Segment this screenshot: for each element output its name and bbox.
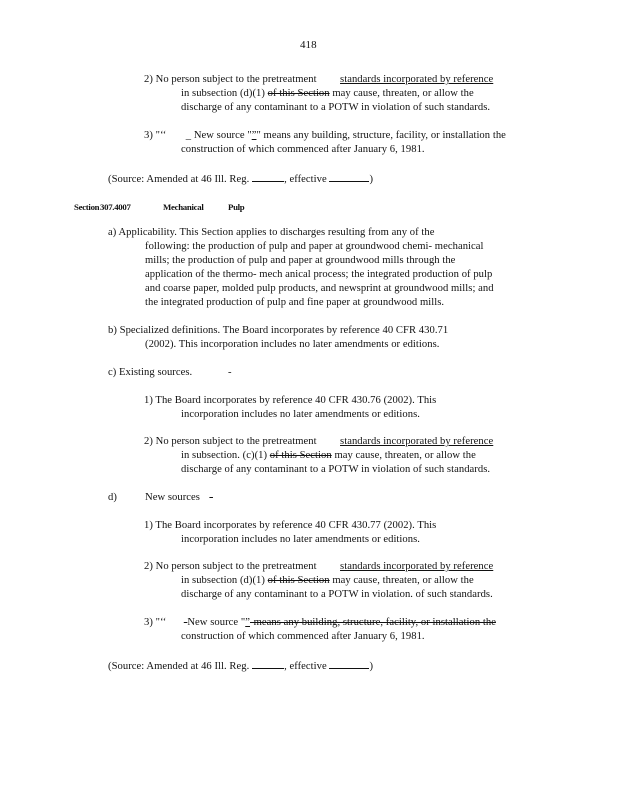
section-label: Section [74,202,100,212]
c-item2-line1-a: 2) No person subject to the pretreatment [144,436,317,447]
page-number: 418 [300,39,317,51]
a-line6: the integrated production of pulp and fine paper at groundwood mills. [145,297,445,308]
top-item3-line1-ins: ” [251,130,257,141]
top-source-a: (Source: Amended at 46 Ill. Reg. [108,174,250,185]
top-item2-line2-b: may cause, threaten, or allow the [332,88,474,99]
d-item3-line1-ins: ” [245,617,250,628]
d-item3-line1-strike: - [183,617,188,628]
section-title-a: Mechanical [163,202,204,212]
bottom-source-line [108,658,373,674]
d-item2-line1-b: standards incorporated by reference [340,561,494,572]
d-item2-line1 [144,560,493,574]
top-item3-line1-c: " means any building, structure, facility, or installation the [256,130,506,141]
d-label: d) [108,492,117,503]
top-item2-line2-strike: of this Section [267,88,330,99]
top-item3-line1-b: _ New source " [185,130,252,141]
top-item2-line1-b: standards incorporated by reference [340,74,494,85]
c-heading-mark: - [228,367,232,378]
section-number: 307.4007 [100,202,131,212]
c-item2-line2-b: may cause, threaten, or allow the [334,450,476,461]
c-item2-line2-a: in subsection. (c)(1) [181,450,268,461]
d-item1-line2: incorporation includes no later amendments or editions. [181,534,420,545]
bottom-source-reg-blank [252,658,284,669]
top-item2-line3: discharge of any contaminant to a POTW in violation of such standards. [181,102,491,113]
b-line2: (2002). This incorporation includes no later amendments or editions. [145,339,440,350]
top-item3-line1-a: 3) "‘‘ [144,130,167,141]
d-item2-line2-a: in subsection (d)(1) [181,575,265,586]
d-item1-line1: 1) The Board incorporates by reference 40 CFR 430.77 (2002). This [144,520,437,531]
top-source-b: , effective [284,174,327,185]
d-item3-line1 [144,616,496,630]
top-source-reg-blank [252,171,284,182]
d-item2-line2-strike: of this Section [267,575,330,586]
d-heading-text: New sources [145,492,200,503]
a-line5: and coarse paper, molded pulp products, and newsprint at groundwood mills; and [145,283,494,294]
top-source-c: ) [369,174,374,185]
top-item3-line2: construction of which commenced after January 6, 1981. [181,144,425,155]
d-item2-line1-a: 2) No person subject to the pretreatment [144,561,317,572]
top-source-effective-blank [329,171,369,182]
a-line1: a) Applicability. This Section applies to discharges resulting from any of the [108,227,435,238]
d-item2-line3: discharge of any contaminant to a POTW in violation. of such standards. [181,589,493,600]
d-item3-line1-c: -means any building, structure, facility, or installation the [250,617,496,628]
c-item2-line3: discharge of any contaminant to a POTW in violation of such standards. [181,464,491,475]
d-item2-line2-b: may cause, threaten, or allow the [332,575,474,586]
bottom-source-b: , effective [284,661,327,672]
top-item3-line1 [144,129,506,143]
d-heading-mark: - [209,492,213,503]
d-item3-line1-a: 3) "‘‘ [144,617,167,628]
d-item2-line2 [181,574,474,588]
d-heading [145,491,213,505]
b-line1: b) Specialized definitions. The Board incorporates by reference 40 CFR 430.71 [108,325,449,336]
d-item3-line2: construction of which commenced after January 6, 1981. [181,631,425,642]
c-item1-line2: incorporation includes no later amendments or editions. [181,409,420,420]
c-item2-line2-strike: of this Section [269,450,332,461]
c-item2-line1-b: standards incorporated by reference [340,436,494,447]
c-heading: c) Existing sources. [108,367,193,378]
a-line2: following: the production of pulp and paper at groundwood chemi- mechanical [145,241,484,252]
c-item2-line2 [181,449,476,463]
top-item2-line2 [181,87,474,101]
c-item1-line1: 1) The Board incorporates by reference 40 CFR 430.76 (2002). This [144,395,437,406]
bottom-source-effective-blank [329,658,369,669]
a-line4: application of the thermo- mech anical process; the integrated production of pulp [145,269,493,280]
bottom-source-a: (Source: Amended at 46 Ill. Reg. [108,661,250,672]
top-item2-line2-a: in subsection (d)(1) [181,88,265,99]
section-title-b: Pulp [228,202,245,212]
d-item3-line1-b: New source " [187,617,246,628]
top-item2-line1-a: 2) No person subject to the pretreatment [144,74,317,85]
top-source-line [108,171,373,187]
top-item2-line1 [144,73,493,87]
bottom-source-c: ) [369,661,374,672]
c-item2-line1 [144,435,493,449]
a-line3: mills; the production of pulp and paper at groundwood mills through the [145,255,456,266]
